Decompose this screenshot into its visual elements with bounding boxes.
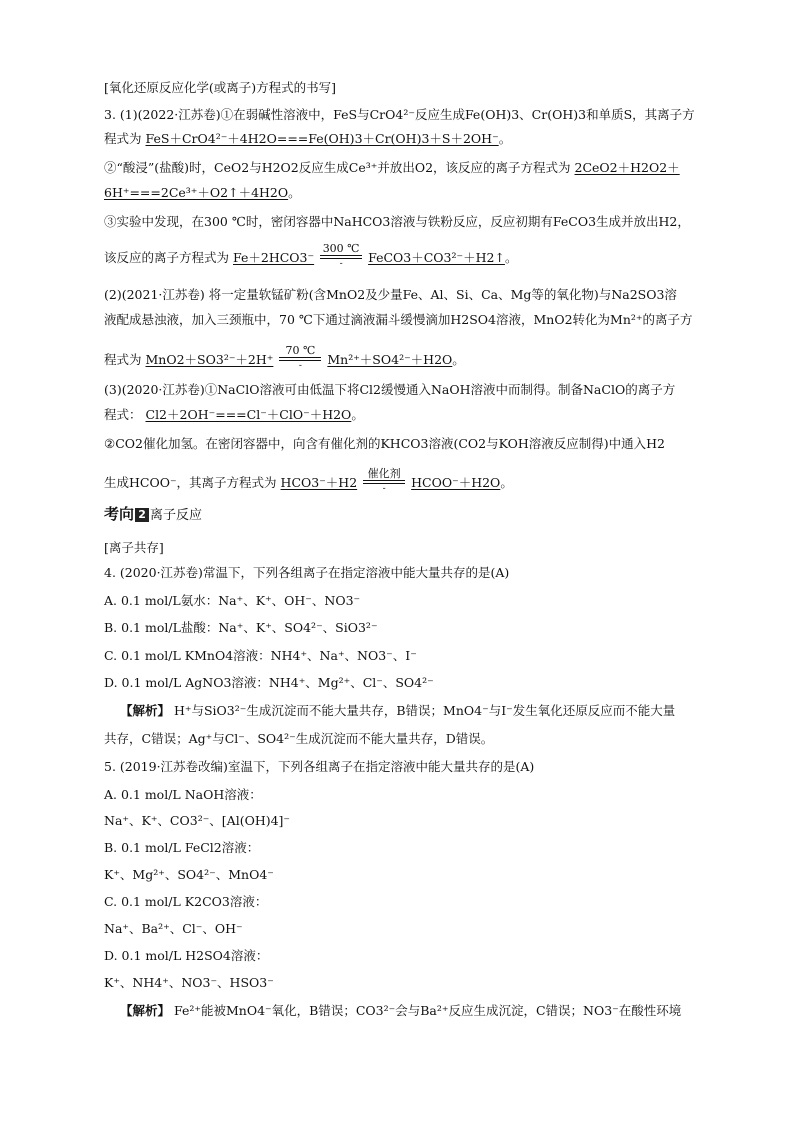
heading-prefix: 考向 (104, 505, 135, 523)
q3-equation-2-part-1: 2CeO2＋H2O2＋ (574, 160, 680, 175)
q3-part2-line-1: (2)(2021·江苏卷) 将一定量软锰矿粉(含MnO2及少量Fe、Al、Si、Ca、Mg等的氧化物)与Na2SO3溶 (104, 287, 677, 302)
q4-option-c: C. 0.1 mol/L KMnO4溶液：NH4⁺、Na⁺、NO3⁻、I⁻ (104, 648, 417, 663)
q4-option-a: A. 0.1 mol/L氨水：Na⁺、K⁺、OH⁻、NO3⁻ (104, 593, 361, 608)
heading-number-badge: 2 (135, 508, 149, 522)
q3-line-2 (104, 131, 511, 147)
condition-bottom: - (298, 361, 302, 371)
q5-option-a-ions: Na⁺、K⁺、CO3²⁻、[Al(OH)4]⁻ (104, 813, 291, 828)
analysis-text: Fe²⁺能被MnO4⁻氧化，B错误；CO3²⁻会与Ba²⁺反应生成沉淀，C错误；NO3⁻在酸性环境 (174, 1003, 682, 1018)
section-heading-2 (104, 503, 202, 524)
q4-option-d: D. 0.1 mol/L AgNO3溶液：NH4⁺、Mg²⁺、Cl⁻、SO4²⁻ (104, 675, 434, 690)
q5-option-d-ions: K⁺、NH4⁺、NO3⁻、HSO3⁻ (104, 975, 274, 990)
q5-analysis-line-1 (120, 1003, 681, 1019)
q3-part2-line-3 (104, 345, 465, 371)
reaction-condition-catalyst (361, 468, 407, 494)
q3-line-5: ③实验中发现，在300 ℃时，密闭容器中NaHCO3溶液与铁粉反应，反应初期有FeCO3生成并放出H2， (104, 214, 690, 229)
q3-line-2-end: 。 (498, 131, 512, 146)
q3-line-6-prefix: 该反应的离子方程式为 (104, 250, 230, 265)
q4-stem: 4. (2020·江苏卷)常温下，下列各组离子在指定溶液中能大量共存的是(A) (104, 565, 510, 580)
condition-bottom: - (382, 484, 386, 494)
q5-option-a-label: A. 0.1 mol/L NaOH溶液： (104, 787, 262, 802)
q3-equation-2-part-2: 6H⁺===2Ce³⁺＋O2↑＋4H2O (104, 185, 289, 200)
q4-option-b: B. 0.1 mol/L盐酸：Na⁺、K⁺、SO4²⁻、SiO3²⁻ (104, 620, 378, 635)
q3-part2-equation-left: MnO2＋SO3²⁻＋2H⁺ (145, 352, 274, 367)
condition-text: 300 ℃ (322, 242, 360, 255)
q3-part3-equation-2-right: HCOO⁻＋H2O (411, 475, 501, 490)
q3-line-4 (104, 185, 301, 201)
q3-part3-line-4 (104, 468, 513, 494)
q3-part3-line-1: (3)(2020·江苏卷)①NaClO溶液可由低温下将Cl2缓慢通入NaOH溶液中而制得。制备NaClO的离子方 (104, 382, 676, 397)
q5-stem: 5. (2019·江苏卷改编)室温下，下列各组离子在指定溶液中能大量共存的是(A) (104, 759, 535, 774)
q3-part3-equation-1: Cl2＋2OH⁻===Cl⁻＋ClO⁻＋H2O (145, 407, 352, 422)
q3-line-4-end: 。 (288, 185, 301, 200)
q5-option-c-ions: Na⁺、Ba²⁺、Cl⁻、OH⁻ (104, 921, 243, 936)
condition-bottom: - (339, 259, 343, 269)
q3-line-2-prefix: 程式为 (104, 131, 142, 146)
q3-part2-line-2: 液配成悬浊液，加入三颈瓶中，70 ℃下通过滴液漏斗缓慢滴加H2SO4溶液，MnO2转化为Mn²⁺的离子方 (104, 312, 693, 327)
q3-part3-line-4-end: 。 (500, 475, 513, 490)
q3-part3-end: 。 (351, 407, 364, 422)
q4-analysis-line-2: 共存，C错误；Ag⁺与Cl⁻、SO4²⁻生成沉淀而不能大量共存，D错误。 (104, 731, 494, 746)
q3-line-6-end: 。 (504, 250, 518, 265)
q3-equation-1: FeS＋CrO4²⁻＋4H2O===Fe(OH)3＋Cr(OH)3＋S＋2OH⁻ (145, 131, 499, 146)
q4-analysis-line-1 (120, 703, 675, 719)
q3-line-6 (104, 243, 517, 269)
q5-option-d-label: D. 0.1 mol/L H2SO4溶液： (104, 948, 269, 963)
q5-option-b-ions: K⁺、Mg²⁺、SO4²⁻、MnO4⁻ (104, 867, 274, 882)
q3-line-1: 3. (1)(2022·江苏卷)①在弱碱性溶液中，FeS与CrO4²⁻反应生成Fe(OH)3、Cr(OH)3和单质S，其离子方 (104, 107, 695, 122)
analysis-tag: 【解析】 (120, 703, 171, 718)
q3-equation-3-left: Fe＋2HCO3⁻ (233, 250, 315, 265)
q3-line-3-prefix: ②“酸浸”(盐酸)时，CeO2与H2O2反应生成Ce³⁺并放出O2，该反应的离子方程式为 (104, 160, 571, 175)
q3-part2-prefix: 程式为 (104, 352, 142, 367)
section-title-redox: [氧化还原反应化学(或离子)方程式的书写] (104, 80, 337, 95)
section-title-ion-coexistence: [离子共存] (104, 540, 164, 555)
q3-part2-equation-right: Mn²⁺＋SO4²⁻＋H2O (327, 352, 453, 367)
q3-part3-line-4-prefix: 生成HCOO⁻，其离子方程式为 (104, 475, 277, 490)
q3-part3-prefix: 程式： (104, 407, 142, 422)
analysis-tag: 【解析】 (120, 1003, 171, 1018)
reaction-condition-300c (318, 243, 364, 269)
q3-part3-line-3: ②CO2催化加氢。在密闭容器中，向含有催化剂的KHCO3溶液(CO2与KOH溶液反应制得)中通入H2 (104, 436, 665, 451)
q3-equation-3-right: FeCO3＋CO3²⁻＋H2↑ (368, 250, 505, 265)
q5-option-c-label: C. 0.1 mol/L K2CO3溶液： (104, 894, 268, 909)
q3-part2-end: 。 (452, 352, 465, 367)
condition-text: 70 ℃ (285, 344, 316, 357)
heading-title: 离子反应 (150, 508, 203, 523)
condition-text: 催化剂 (367, 467, 401, 480)
q3-part3-line-2 (104, 407, 364, 423)
q3-line-3 (104, 160, 680, 176)
q3-part3-equation-2-left: HCO3⁻＋H2 (280, 475, 358, 490)
reaction-condition-70c (277, 345, 323, 371)
q5-option-b-label: B. 0.1 mol/L FeCl2溶液： (104, 840, 260, 855)
analysis-text: H⁺与SiO3²⁻生成沉淀而不能大量共存，B错误；MnO4⁻与I⁻发生氧化还原反应而不能大量 (174, 703, 676, 718)
